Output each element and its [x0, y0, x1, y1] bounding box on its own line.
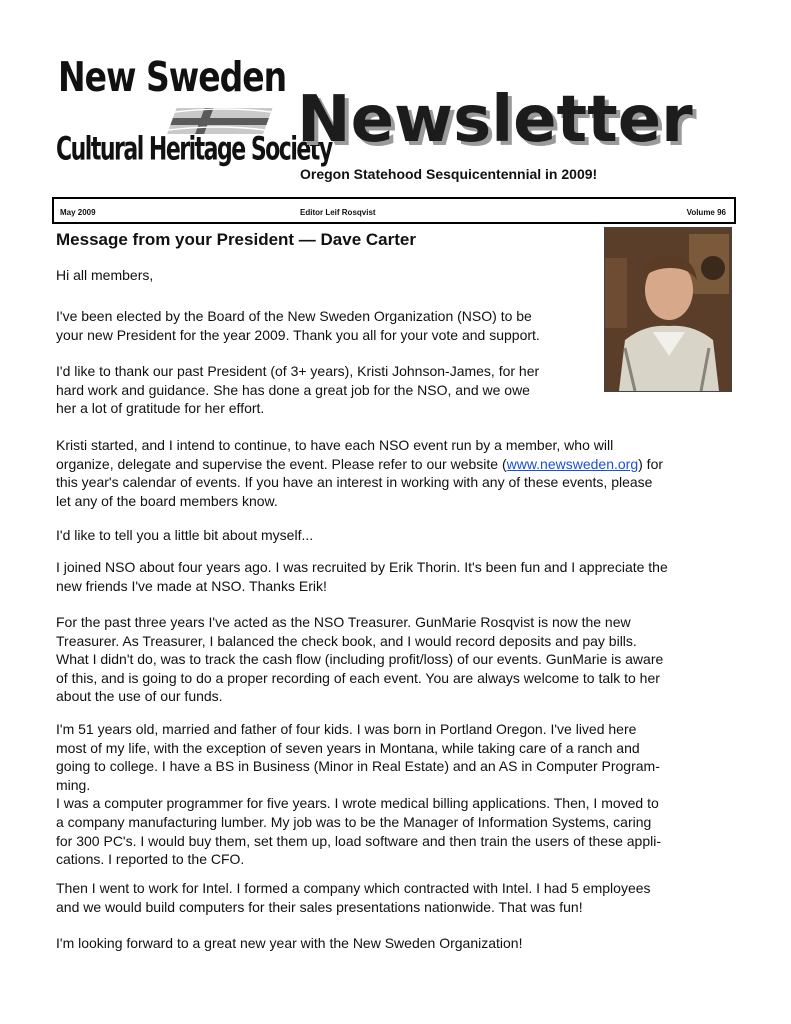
text-line: of this, and is going to do a proper recording of each event. You are always welcome to talk to her — [56, 669, 660, 686]
text-line: new friends I've made at NSO. Thanks Erik! — [56, 577, 327, 594]
paragraph-joined — [56, 558, 668, 595]
president-photo — [604, 227, 732, 392]
text-line: her a lot of gratitude for her effort. — [56, 400, 265, 417]
society-logo — [56, 52, 332, 194]
text-line: What I didn't do, was to track the cash flow (including profit/loss) of our events. GunMarie is aware — [56, 651, 664, 668]
paragraph-treasurer — [56, 613, 663, 706]
paragraph-events — [56, 436, 663, 510]
text-line: I'd like to thank our past President (of 3+ years), Kristi Johnson-James, for her — [56, 363, 540, 379]
text-line: for 300 PC's. I would buy them, set them up, load software and then train the users of these appli- — [56, 832, 662, 849]
text-line: I was a computer programmer for five years. I wrote medical billing applications. Then, I moved to — [56, 795, 659, 812]
text-line: organize, delegate and supervise the event. Please refer to our website ( — [56, 455, 507, 472]
text-line: For the past three years I've acted as the NSO Treasurer. GunMarie Rosqvist is now the new — [56, 614, 631, 630]
text-line: Kristi started, and I intend to continue, to have each NSO event run by a member, who will — [56, 437, 614, 453]
text-line: I'm 51 years old, married and father of four kids. I was born in Portland Oregon. I've lived here — [56, 721, 637, 737]
text-line: your new President for the year 2009. Thank you all for your vote and support. — [56, 326, 540, 343]
paragraph-about: I'd like to tell you a little bit about myself... — [56, 527, 314, 543]
issue-info-bar — [52, 197, 736, 224]
text-line: cations. I reported to the CFO. — [56, 851, 245, 868]
paragraph-closing: I'm looking forward to a great new year with the New Sweden Organization! — [56, 935, 523, 951]
article-title: Message from your President — Dave Carter — [56, 230, 416, 249]
newsletter-tagline: Oregon Statehood Sesquicentennial in 2009! — [300, 166, 598, 182]
issue-volume: Volume 96 — [686, 208, 726, 217]
portrait-image — [605, 228, 731, 391]
website-link[interactable]: www.newsweden.org — [506, 455, 639, 472]
text-line: ) for — [638, 455, 664, 472]
text-line: Then I went to work for Intel. I formed a company which contracted with Intel. I had 5 employees — [56, 880, 651, 896]
text-line: a company manufacturing lumber. My job was to be the Manager of Information Systems, caring — [56, 813, 652, 830]
issue-editor: Editor Leif Rosqvist — [300, 208, 376, 217]
text-line: ming. — [56, 776, 91, 793]
paragraph-election — [56, 307, 540, 344]
issue-date: May 2009 — [60, 208, 96, 217]
text-line: I've been elected by the Board of the New Sweden Organization (NSO) to be — [56, 308, 532, 324]
text-line: Treasurer. As Treasurer, I balanced the check book, and I would record deposits and pay bills. — [56, 632, 637, 649]
text-line: I joined NSO about four years ago. I was recruited by Erik Thorin. It's been fun and I appreciate the — [56, 559, 668, 575]
text-line: and we would build computers for their sales presentations nationwide. That was fun! — [56, 898, 583, 915]
paragraph-intel — [56, 879, 651, 916]
text-line: let any of the board members know. — [56, 492, 278, 509]
text-line: hard work and guidance. She has done a great job for the NSO, and we owe — [56, 381, 530, 398]
text-line: about the use of our funds. — [56, 688, 223, 705]
text-line: going to college. I have a BS in Business (Minor in Real Estate) and an AS in Computer Program- — [56, 758, 660, 775]
greeting: Hi all members, — [56, 267, 154, 283]
text-line: this year's calendar of events. If you have an interest in working with any of these events, please — [56, 474, 653, 491]
newsletter-title: Newsletter — [297, 83, 693, 157]
text-line: most of my life, with the exception of seven years in Montana, while taking care of a ranch and — [56, 739, 640, 756]
logo-text-new-sweden: New Sweden — [58, 52, 287, 101]
paragraph-thanks — [56, 362, 539, 418]
logo-text-cultural-heritage: Cultural Heritage Society — [56, 132, 332, 169]
paragraph-biography — [56, 720, 661, 869]
